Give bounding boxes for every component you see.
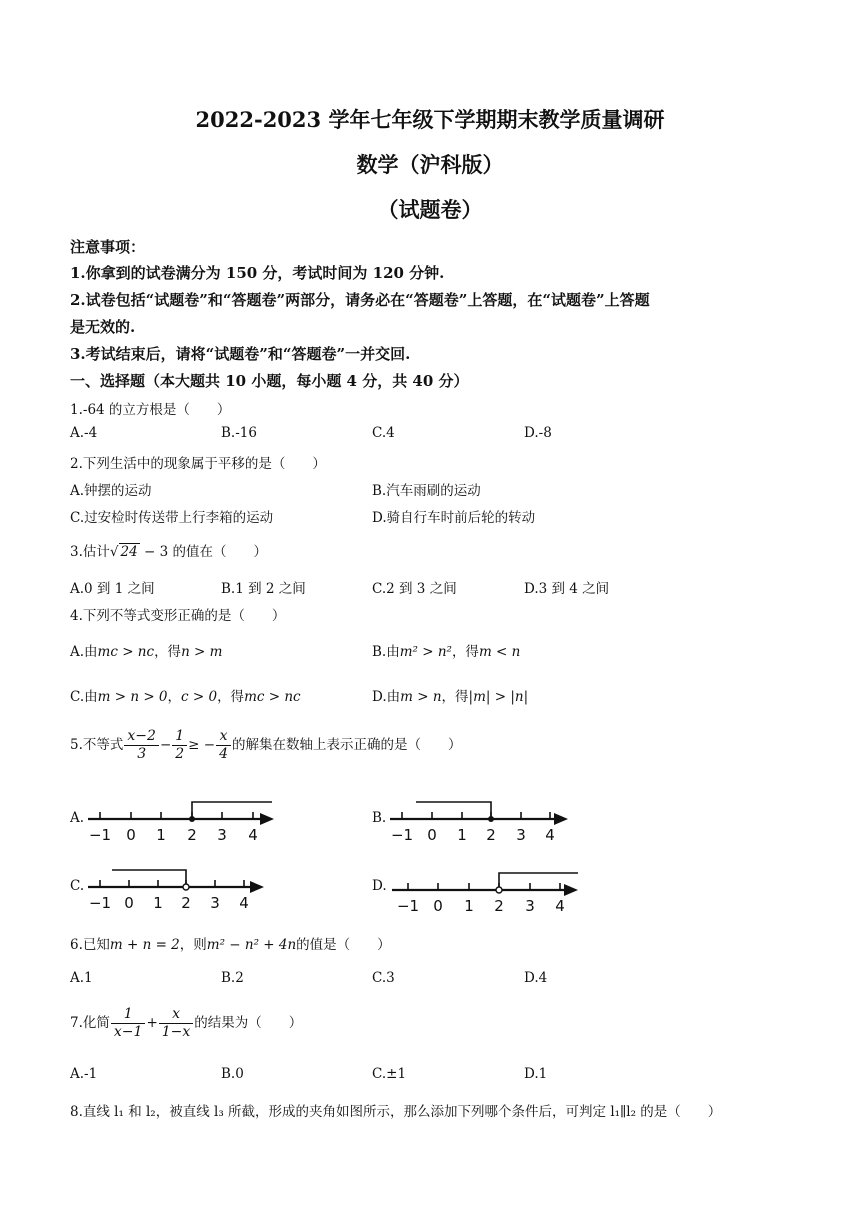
svg-text:1: 1 [464,897,474,915]
q5-fraction-2: $\frac{1}{2}$ [172,728,187,763]
note-2b: 是无效的. [70,318,136,336]
q4-b-mid: ，得 [451,644,479,660]
q5-number-line-b [388,795,588,851]
q5-a-ticks [89,826,258,844]
q4-c-math1: m > n > 0 [97,689,168,705]
q6-option-b: B.2 [221,970,244,986]
q5-c-ticks [89,894,249,912]
q6-stem-pre: 6.已知 [70,937,110,953]
q5-b-ticks [391,826,555,844]
svg-text:4: 4 [248,826,258,844]
q5-stem-pre: 5.不等式 [70,737,124,753]
q4-b-math1: m² > n² [399,644,452,660]
notes-heading: 注意事项： [70,238,146,256]
q4-c-mid: ，得 [217,689,245,705]
q6-math-1: m + n = 2 [109,937,180,953]
q4-c-pre: C.由 [70,689,98,705]
svg-text:−1: −1 [88,894,112,912]
q6-stem-mid: ，则 [179,937,207,953]
q4-option-d [372,685,528,705]
svg-text:1: 1 [153,894,163,912]
q1-stem: 1.-64 的立方根是（ ） [70,402,231,418]
svg-text:0: 0 [433,897,443,915]
q7-stem-pre: 7.化简 [70,1015,110,1031]
q5-fraction-1: $\frac{x-2}{3}$ [124,728,159,763]
q5-option-b-label: B. [372,810,387,826]
q4-c-math2: c > 0 [181,689,218,705]
q5-option-c-label: C. [70,878,85,894]
note-2a: 2.试卷包括“试题卷”和“答题卷”两部分，请务必在“答题卷”上答题，在“试题卷”上答题 [70,291,650,309]
q4-option-b [372,640,520,660]
q1-option-a: A.-4 [70,425,98,441]
q4-a-mid: ，得 [154,644,182,660]
q4-a-pre: A.由 [70,644,98,660]
q7-option-c: C.±1 [372,1066,407,1082]
q7-option-a: A.-1 [70,1066,98,1082]
q1-option-b: B.-16 [221,425,257,441]
svg-text:2: 2 [187,826,197,844]
q5-stem [70,728,462,763]
svg-text:2: 2 [494,897,504,915]
svg-text:3: 3 [210,894,220,912]
q5-b-solid-dot [488,816,494,822]
q6-option-d: D.4 [524,970,548,986]
q7-fraction-1: $\frac{1}{x-1}$ [111,1006,146,1041]
q3-stem: 3.估计√ 24 − 3 的值在（ ） [70,544,267,560]
section-heading: 一、选择题（本大题共 10 小题，每小题 4 分，共 40 分） [70,372,469,390]
q7-fraction-2: $\frac{x}{1-x}$ [159,1006,194,1041]
q5-number-line-c [86,862,286,918]
q2-option-b: B.汽车雨刷的运动 [372,483,481,499]
q5-option-d-label: D. [372,878,387,894]
q3-stem-mid: − 3 [139,544,169,560]
exam-paper-type: （试题卷） [377,197,483,222]
q4-c-math3: mc > nc [244,689,301,705]
q5-d-ticks [397,897,565,915]
q4-a-math1: mc > nc [97,644,155,660]
note-3: 3.考试结束后，请将“试题卷”和“答题卷”一并交回. [70,345,411,363]
svg-text:0: 0 [126,826,136,844]
q4-c-sep: ， [167,689,182,705]
svg-text:−1: −1 [88,826,112,844]
q4-d-math1: m > n [400,689,442,705]
q3-radicand: 24 [120,544,138,560]
q6-stem-post: 的值是（ ） [296,937,391,953]
svg-text:3: 3 [217,826,227,844]
q5-op-1: − [159,737,172,753]
svg-text:−1: −1 [390,826,414,844]
q3-option-d: D.3 到 4 之间 [524,581,610,597]
svg-text:0: 0 [427,826,437,844]
note-1: 1.你拿到的试卷满分为 150 分，考试时间为 120 分钟. [70,264,445,282]
svg-text:3: 3 [525,897,535,915]
svg-text:2: 2 [486,826,496,844]
q3-stem-pre: 3.估计 [70,544,110,560]
q5-op-2: ≥ − [188,737,216,753]
q5-c-hollow-dot [183,884,189,890]
q4-option-a [70,640,222,660]
q2-option-d: D.骑自行车时前后轮的转动 [372,510,536,526]
q3-option-b: B.1 到 2 之间 [221,581,306,597]
q4-b-pre: B.由 [372,644,400,660]
svg-text:3: 3 [516,826,526,844]
q5-number-line-a [86,795,286,851]
svg-text:4: 4 [545,826,555,844]
q7-stem-post: 的结果为（ ） [194,1015,303,1031]
q3-option-c: C.2 到 3 之间 [372,581,457,597]
q5-stem-post: 的解集在数轴上表示正确的是（ ） [232,737,462,753]
q7-option-d: D.1 [524,1066,548,1082]
q4-option-c [70,685,301,705]
svg-text:1: 1 [156,826,166,844]
q2-option-c: C.过安检时传送带上行李箱的运动 [70,510,274,526]
svg-text:1: 1 [457,826,467,844]
q4-d-math2: |m| > |n| [468,689,529,705]
svg-text:4: 4 [239,894,249,912]
q2-option-a: A.钟摆的运动 [70,483,152,499]
q5-a-solid-dot [189,816,195,822]
q6-stem [70,933,391,953]
exam-subject: 数学（沪科版） [356,152,504,177]
q4-d-pre: D.由 [372,689,401,705]
q5-d-hollow-dot [496,887,502,893]
q6-option-c: C.3 [372,970,395,986]
q8-stem: 8.直线 l₁ 和 l₂，被直线 l₃ 所截，形成的夹角如图所示，那么添加下列哪个条件后，可判定 l₁∥l₂ 的是（ ） [70,1104,722,1120]
q5-fraction-3: $\frac{x}{4}$ [216,728,231,763]
svg-text:−1: −1 [396,897,420,915]
q4-b-math2: m < n [478,644,521,660]
q6-math-2: m² − n² + 4n [206,937,297,953]
q7-stem [70,1006,302,1041]
q7-option-b: B.0 [221,1066,244,1082]
q5-number-line-d [388,865,588,921]
exam-title: 2022-2023 学年七年级下学期期末教学质量调研 [195,107,665,132]
svg-text:0: 0 [124,894,134,912]
q6-option-a: A.1 [70,970,93,986]
q3-option-a: A.0 到 1 之间 [70,581,155,597]
q5-option-a-label: A. [70,810,85,826]
q2-stem: 2.下列生活中的现象属于平移的是（ ） [70,456,326,472]
q7-op: + [146,1015,158,1031]
q3-stem-post: 的值在（ ） [172,544,267,560]
q1-option-d: D.-8 [524,425,552,441]
q4-a-math2: n > m [181,644,223,660]
q1-option-c: C.4 [372,425,395,441]
svg-text:2: 2 [181,894,191,912]
q4-d-mid: ，得 [441,689,469,705]
q4-stem: 4.下列不等式变形正确的是（ ） [70,608,286,624]
svg-text:4: 4 [555,897,565,915]
